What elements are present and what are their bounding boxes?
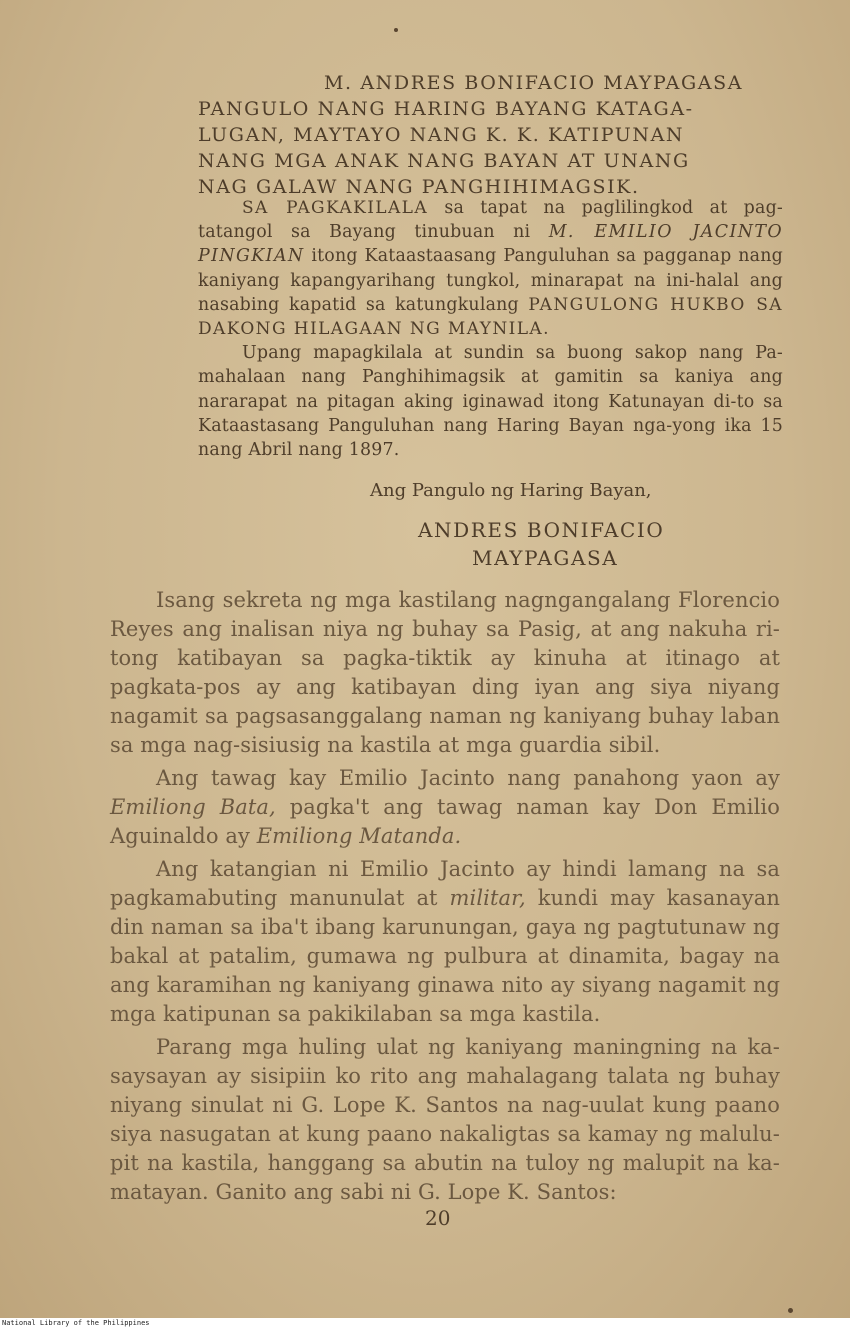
header-line: NAG GALAW NANG PANGHIHIMAGSIK. <box>198 176 640 198</box>
body-text-span: kundi may kasanayan din naman sa iba't ibang karunungan, gaya ng pagtutunaw ng bakal at patalim, gumawa ng pulbura at dinamita, bagay na ang karamihan ng kaniyang ginawa nito ay siyang nagamit ng mga katipunan sa pakikilaban sa mga kastila. <box>110 886 780 1026</box>
body-text-span: Ang katangian ni Emilio Jacinto ay hindi lamang na sa pagkamabuting manunulat at <box>110 857 780 910</box>
signature-title: Ang Pangulo ng Haring Bayan, <box>370 480 652 501</box>
body-paragraph <box>110 764 780 851</box>
speck <box>394 28 398 32</box>
body-text-span: Ang tawag kay Emilio Jacinto nang panahong yaon ay <box>156 766 780 790</box>
decree-paragraph <box>198 196 783 341</box>
header-line: PANGULO NANG HARING BAYANG KATAGA- <box>198 98 694 120</box>
italic-nickname: Emiliong Matanda. <box>256 824 462 848</box>
footer-credit: National Library of the Philippines <box>2 1319 150 1327</box>
footer-bar <box>0 1318 850 1328</box>
decree-text <box>198 196 783 462</box>
body-text-span: pagka't ang tawag naman kay Don Emilio Aguinaldo ay <box>110 795 780 848</box>
body-paragraph: Parang mga huling ulat ng kaniyang maningning na ka-saysayan ay sisipiin ko rito ang mahalagang talata ng buhay niyang sinulat ni G. Lope K. Santos na nag-uulat kung paano siya nasugatan at kung paano nakaligtas sa kamay ng malulu-pit na kastila, hanggang sa abutin na tuloy ng malupit na ka-matayan. Ganito ang sabi ni G. Lope K. Santos: <box>110 1035 780 1204</box>
decree-header <box>198 70 758 200</box>
signature-name: ANDRES BONIFACIO <box>418 518 665 542</box>
appointee-name: M. EMILIO JACINTO PINGKIAN <box>198 222 783 267</box>
appointment-title: PANGULONG HUKBO SA DAKONG HILAGAAN NG MAYNILA. <box>198 294 783 340</box>
body-paragraph: Isang sekreta ng mga kastilang nagngangalang Florencio Reyes ang inalisan niya ng buhay sa Pasig, at ang nakuha ri-tong katibayan sa pagka-tiktik ay kinuha at itinago at pagkata-pos ay ang katibayan ding iyan ang siya niyang nagamit sa pagsasanggalang naman ng kaniyang buhay laban sa mga nag-sisiusig na kastila at mga guardia sibil. <box>110 588 780 757</box>
header-line: NANG MGA ANAK NANG BAYAN AT UNANG <box>198 150 690 172</box>
signature-surname: MAYPAGASA <box>472 546 619 570</box>
header-line: M. ANDRES BONIFACIO MAYPAGASA <box>324 72 744 94</box>
decree-paragraph: Upang mapagkilala at sundin sa buong sakop nang Pa-mahalaan nang Panghihimagsik at gamitin sa kaniya ang nararapat na pitagan aking iginawad itong Katunayan di-to sa Kataastasang Panguluhan nang Haring Bayan nga-yong ika 15 nang Abril nang 1897. <box>198 343 783 461</box>
decree-opening-caps: SA PAGKAKILALA <box>242 198 429 218</box>
decree-text-span: sa tapat na paglilingkod at pag-tatangol sa Bayang tinubuan ni <box>198 198 783 243</box>
body-paragraph <box>110 855 780 1029</box>
italic-nickname: Emiliong Bata, <box>110 795 276 819</box>
decree-text-span: itong Kataastaasang Panguluhan sa pagganap nang kaniyang kapangyarihang tungkol, minarapat na ini-halal ang nasabing kapatid sa katungkulang <box>198 246 783 315</box>
speck <box>788 1308 793 1313</box>
body-text <box>110 586 780 1211</box>
header-line: LUGAN, MAYTAYO NANG K. K. KATIPUNAN <box>198 124 685 146</box>
italic-term: militar, <box>449 886 526 910</box>
page-number: 20 <box>425 1206 451 1230</box>
